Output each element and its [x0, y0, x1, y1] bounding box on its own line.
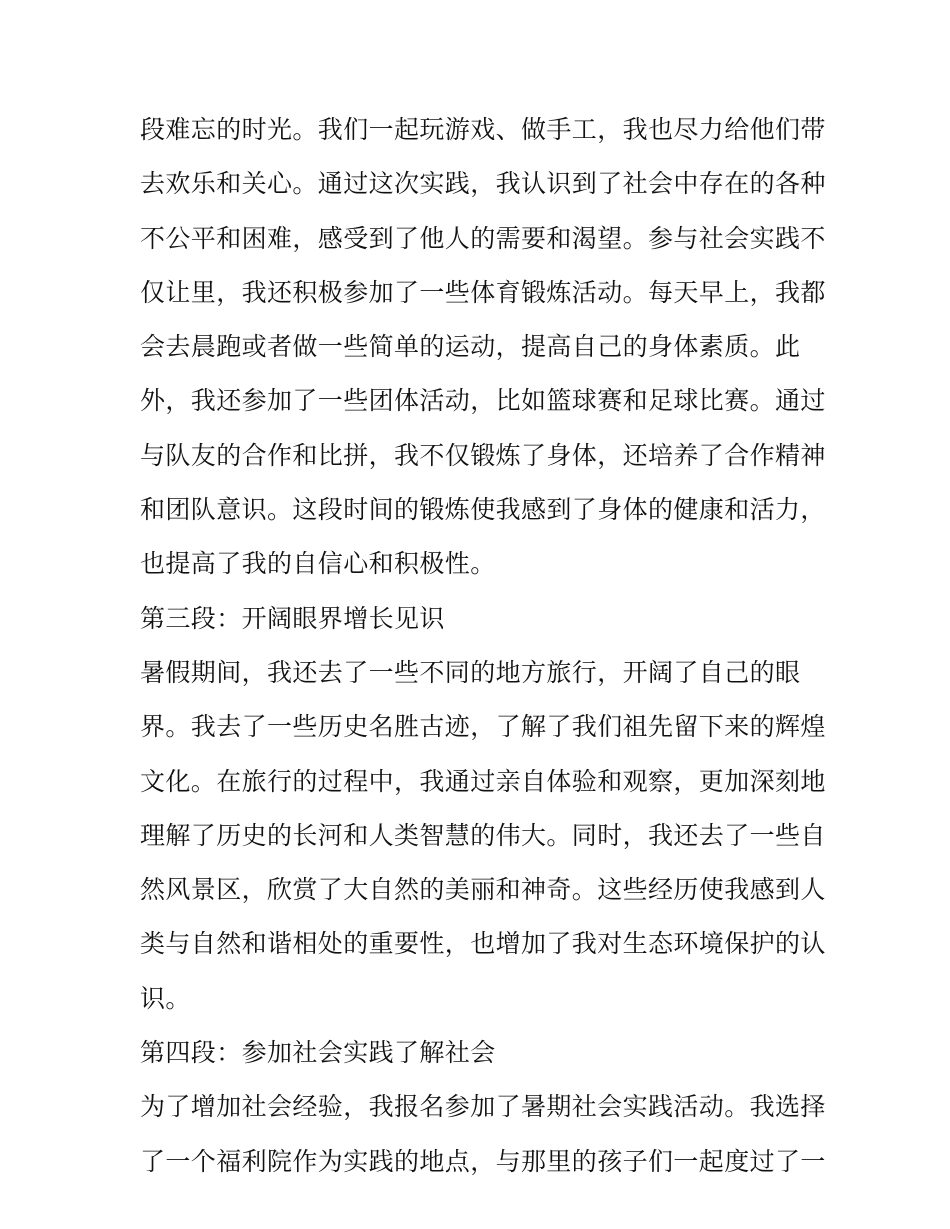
- text-line: 界。我去了一些历史名胜古迹，了解了我们祖先留下来的辉煌: [140, 712, 826, 742]
- text-line: 为了增加社会经验，我报名参加了暑期社会实践活动。我选择: [140, 1092, 826, 1122]
- text-line: 仅让里，我还积极参加了一些体育锻炼活动。每天早上，我都: [140, 277, 826, 307]
- text-line: 会去晨跑或者做一些简单的运动，提高自己的身体素质。此: [140, 332, 801, 362]
- text-line: 了一个福利院作为实践的地点，与那里的孩子们一起度过了一: [140, 1146, 826, 1176]
- text-line: 暑假期间，我还去了一些不同的地方旅行，开阔了自己的眼: [140, 657, 801, 687]
- text-line: 类与自然和谐相处的重要性，也增加了我对生态环境保护的认: [140, 929, 826, 959]
- text-line: 与队友的合作和比拼，我不仅锻炼了身体，还培养了合作精神: [140, 440, 826, 470]
- text-line: 外，我还参加了一些团体活动，比如篮球赛和足球比赛。通过: [140, 386, 826, 416]
- document-body: [140, 103, 826, 1189]
- text-line: 也提高了我的自信心和积极性。: [140, 549, 496, 579]
- text-line: 然风景区，欣赏了大自然的美丽和神奇。这些经历使我感到人: [140, 875, 826, 905]
- section-heading: 第三段：开阔眼界增长见识: [140, 603, 445, 633]
- text-line: 去欢乐和关心。通过这次实践，我认识到了社会中存在的各种: [140, 169, 826, 199]
- text-line: 段难忘的时光。我们一起玩游戏、做手工，我也尽力给他们带: [140, 115, 826, 144]
- text-line: 和团队意识。这段时间的锻炼使我感到了身体的健康和活力，: [140, 495, 826, 525]
- text-line: 文化。在旅行的过程中，我通过亲自体验和观察，更加深刻地: [140, 766, 826, 796]
- text-line: 识。: [140, 983, 191, 1013]
- text-line: 理解了历史的长河和人类智慧的伟大。同时，我还去了一些自: [140, 820, 826, 850]
- section-heading: 第四段：参加社会实践了解社会: [140, 1038, 496, 1068]
- text-line: 不公平和困难，感受到了他人的需要和渴望。参与社会实践不: [140, 223, 826, 253]
